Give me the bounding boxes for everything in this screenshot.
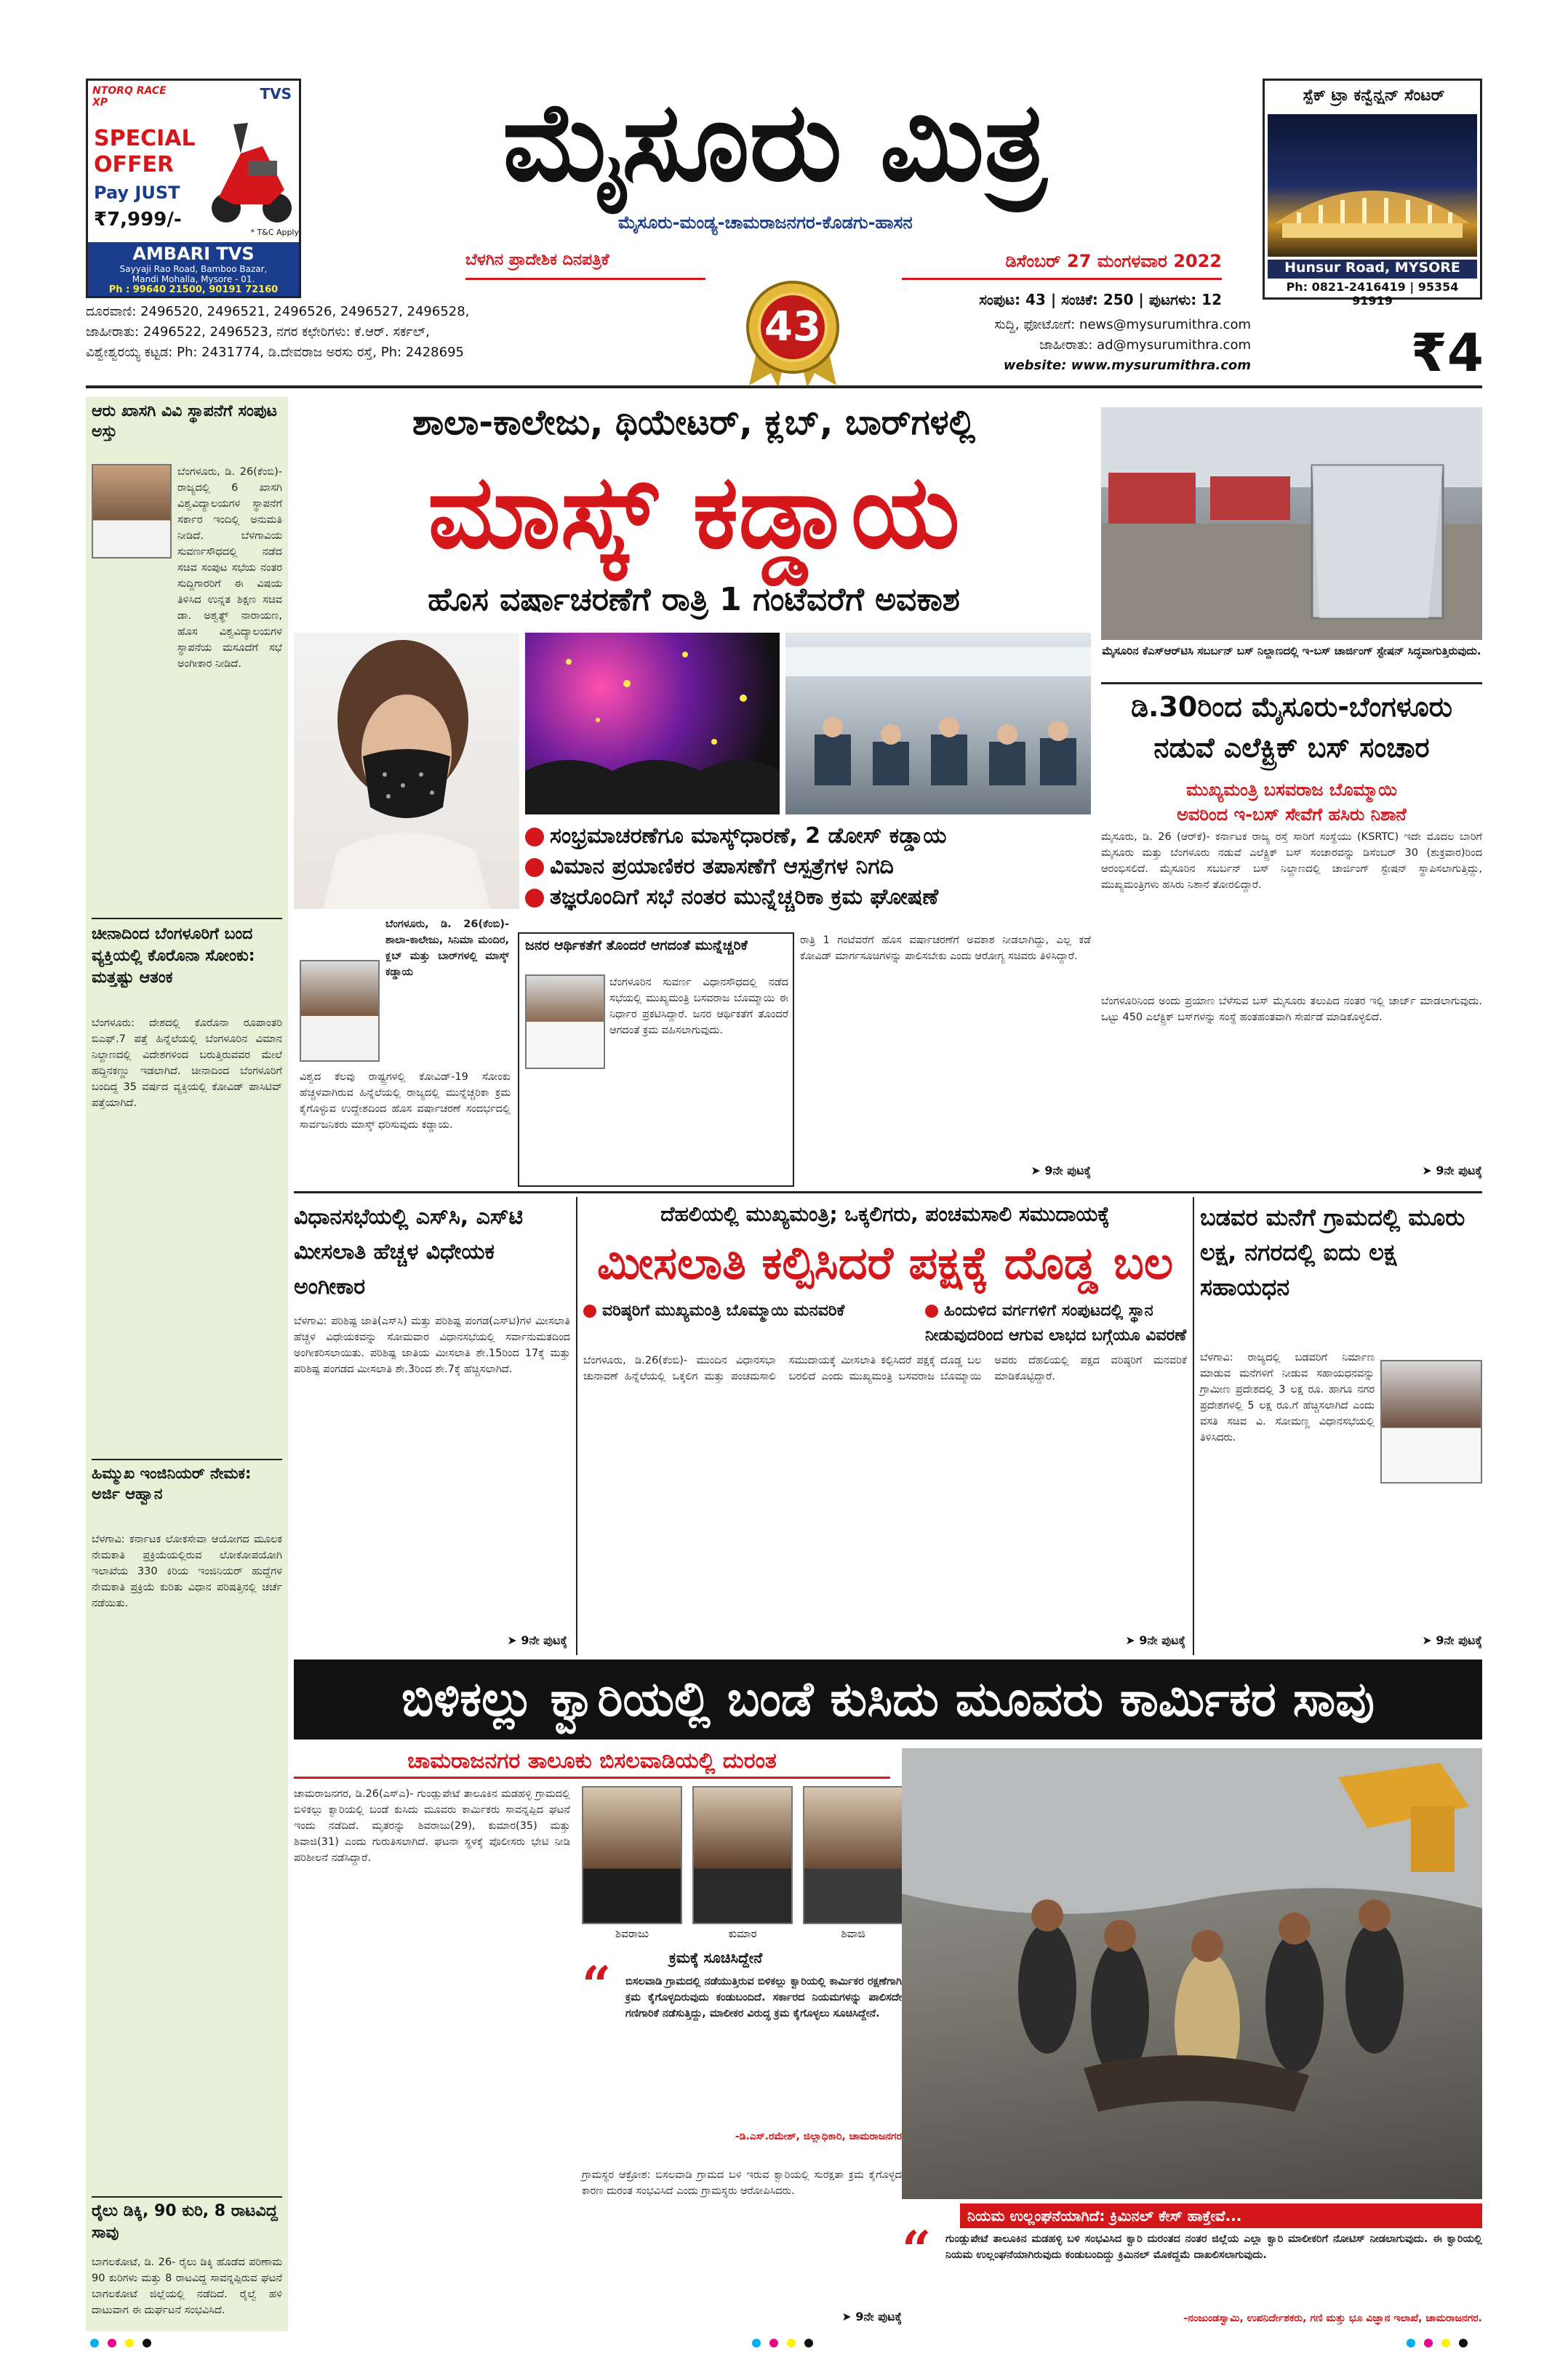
anniversary-badge <box>735 265 851 389</box>
phones-line-2: ಜಾಹೀರಾತು: 2496522, 2496523, ನಗರ ಕಛೇರಿಗಳು: ಕೆ.ಆರ್. ಸರ್ಕಲ್, <box>86 324 430 340</box>
lead-bullet-1-text: ಸಂಭ್ರಮಾಚರಣೆಗೂ ಮಾಸ್ಕ್‌ಧಾರಣೆ, 2 ಡೋಸ್ ಕಡ್ಡಾಯ <box>550 823 947 849</box>
masthead-tagline: ಬೆಳಗಿನ ಪ್ರಾದೇಶಿಕ ದಿನಪತ್ರಿಕೆ <box>465 251 609 269</box>
housing-continued[interactable]: ➤ 9ನೇ ಪುಟಕ್ಕೆ <box>1422 1633 1482 1647</box>
bullet-dot <box>925 1305 938 1318</box>
story3-body: ಬೆಳಗಾವಿ: ಕರ್ನಾಟಕ ಲೋಕಸೇವಾ ಆಯೋಗದ ಮೂಲಕ ನೇಮಕಾತಿ ಪ್ರಕ್ರಿಯೆಯಲ್ಲಿರುವ ಲೋಕೋಪಯೋಗಿ ಇಲಾಖೆಯ 330 ಕಿರಿಯ ಇಂಜಿನಿಯರ್ ಹುದ್ದೆಗಳ ನೇಮಕಾತಿ ಪ್ರಕ್ರಿಯೆ ಕುರಿತು ವಿಧಾನ ಪರಿಷತ್ತಿನಲ್ಲಿ ಚರ್ಚೆ ನಡೆಯಿತು. <box>92 1534 282 1609</box>
ad-offer-1: SPECIAL <box>94 126 196 151</box>
victim-photo-1 <box>582 1786 682 1924</box>
ad-model-label: NTORQ RACE XP <box>92 85 167 108</box>
quarry-headline-bar <box>294 1660 1482 1740</box>
ad-offer-2: OFFER <box>94 152 175 177</box>
quarry-continued[interactable]: ➤ 9ನೇ ಪುಟಕ್ಕೆ <box>841 2310 902 2323</box>
lead-bullet-3 <box>525 883 1100 912</box>
left-rule-3 <box>92 2196 282 2198</box>
housing-headline: ಬಡವರ ಮನೆಗೆ ಗ್ರಾಮದಲ್ಲಿ ಮೂರು ಲಕ್ಷ, ನಗರದಲ್ಲಿ ಐದು ಲಕ್ಷ ಸಹಾಯಧನ <box>1200 1204 1465 1301</box>
lead-continued[interactable]: ➤ 9ನೇ ಪುಟಕ್ಕೆ <box>1031 1164 1091 1177</box>
convention-center-image <box>1268 114 1477 257</box>
quarry-subhead: ಚಾಮರಾಜನಗರ ತಾಲೂಕು ಬಿಸಲವಾಡಿಯಲ್ಲಿ ದುರಂತ <box>294 1744 890 1779</box>
rule-violation-body: ಗುಂಡ್ಲುಪೇಟೆ ತಾಲೂಕಿನ ಮಡಹಳ್ಳಿ ಬಳಿ ಸಂಭವಿಸಿದ ಕ್ವಾರಿ ದುರಂತದ ನಂತರ ಜಿಲ್ಲೆಯ ಎಲ್ಲಾ ಕ್ವಾರಿ ಮಾಲೀಕರಿಗೆ ನೋಟಿಸ್ ನೀಡಲಾಗುವುದು. ಈ ಕ್ವಾರಿಯಲ್ಲಿ ನಿಯಮ ಉಲ್ಲಂಘನೆಯಾಗಿರುವುದು ಕಂಡುಬಂದಿದ್ದು ಕ್ರಿಮಿನಲ್ ಮೊಕದ್ದಮೆ ದಾಖಲಿಸಲಾಗುವುದು. <box>945 2233 1482 2261</box>
victim-caption-2: ಕುಮಾರ <box>728 1927 757 1940</box>
story1-body: ಬೆಂಗಳೂರು, ಡಿ. 26(ಕೆಂಬಿ)- ರಾಜ್ಯದಲ್ಲಿ 6 ಖಾಸಗಿ ವಿಶ್ವವಿದ್ಯಾಲಯಗಳ ಸ್ಥಾಪನೆಗೆ ಸರ್ಕಾರ ಇಂದಿಲ್ಲಿ ಅನುಮತಿ ನೀಡಿದೆ. ಬೆಳಗಾವಿಯ ಸುವರ್ಣಸೌಧದಲ್ಲಿ ನಡೆದ ಸಚಿವ ಸಂಪುಟ ಸಭೆಯ ನಂತರ ಸುದ್ದಿಗಾರರಿಗೆ ಈ ವಿಷಯ ತಿಳಿಸಿದ ಉನ್ನತ ಶಿಕ್ಷಣ ಸಚಿವ ಡಾ. ಅಶ್ವತ್ಥ್ ನಾರಾಯಣ, ಹೊಸ ವಿಶ್ವವಿದ್ಯಾಲಯಗಳ ಸ್ಥಾಪನೆಯ ಮಸೂದೆಗೆ ಸಭೆ ಅಂಗೀಕಾರ ನೀಡಿದೆ. <box>177 466 282 670</box>
quarry-headline: ಬಿಳಿಕಲ್ಲು ಕ್ವಾರಿಯಲ್ಲಿ ಬಂಡೆ ಕುಸಿದು ಮೂವರು ಕಾರ್ಮಿಕರ ಸಾವು <box>401 1671 1375 1727</box>
lead-body-1: ವಿಶ್ವದ ಕೆಲವು ರಾಷ್ಟ್ರಗಳಲ್ಲಿ ಕೋವಿಡ್-19 ಸೋಂಕು ಹೆಚ್ಚಳವಾಗಿರುವ ಹಿನ್ನೆಲೆಯಲ್ಲಿ ರಾಜ್ಯದಲ್ಲಿ ಮುನ್ನೆಚ್ಚರಿಕಾ ಕ್ರಮ ಕೈಗೊಳ್ಳುವ ಉದ್ದೇಶದಿಂದ ಹೊಸ ವರ್ಷಾಚರಣೆ ಸಂದರ್ಭದಲ್ಲಿ ಸಾರ್ವಜನಿಕರು ಮಾಸ್ಕ್ ಧರಿಸುವುದು ಕಡ್ಡಾಯ. <box>300 1071 511 1131</box>
panchamasali-kicker: ದೆಹಲಿಯಲ್ಲಿ ಮುಖ್ಯಮಂತ್ರಿ; ಒಕ್ಕಲಿಗರು, ಪಂಚಮಸಾಲಿ ಸಮುದಾಯಕ್ಕೆ <box>660 1202 1110 1226</box>
vrule-2 <box>1193 1197 1194 1655</box>
ebus-continued[interactable]: ➤ 9ನೇ ಪುಟಕ್ಕೆ <box>1422 1164 1482 1177</box>
phones-line-3: ವಿಶ್ವೇಶ್ವರಯ್ಯ ಕಟ್ಟಡ: Ph: 2431774, ಡಿ.ದೇವರಾಜ ಅರಸು ರಸ್ತೆ, Ph: 2428695 <box>86 345 464 360</box>
panchamasali-headline: ಮೀಸಲಾತಿ ಕಲ್ಪಿಸಿದರೆ ಪಕ್ಷಕ್ಕೆ ದೊಡ್ಡ ಬಲ <box>596 1236 1174 1289</box>
ebus-body: ಮೈಸೂರು, ಡಿ. 26 (ಆರ್‌ಕೆ)- ಕರ್ನಾಟಕ ರಾಜ್ಯ ರಸ್ತೆ ಸಾರಿಗೆ ಸಂಸ್ಥೆಯು (KSRTC) ಇದೇ ಮೊದಲ ಬಾರಿಗೆ ಮೈಸೂರು ಮತ್ತು ಬೆಂಗಳೂರು ನಡುವೆ ಎಲೆಕ್ಟ್ರಿಕ್ ಬಸ್ ಸಂಚಾರವನ್ನು ಡಿಸೆಂಬರ್ 30 (ಶುಕ್ರವಾರ)ರಿಂದ ಆರಂಭಿಸಲಿದೆ. ಮೈಸೂರಿನ ಸಬರ್ಬನ್ ಬಸ್ ನಿಲ್ದಾಣದಲ್ಲಿ ಚಾರ್ಜಿಂಗ್ ಸ್ಟೇಷನ್ ಸ್ಥಾಪಿಸಲಾಗುತ್ತಿದ್ದು, ಮುಖ್ಯಮಂತ್ರಿಗಳು ಹಸಿರು ನಿಶಾನೆ ತೋರಲಿದ್ದಾರೆ. <box>1101 831 1482 891</box>
ebus-body-2: ಬೆಂಗಳೂರಿನಿಂದ ಅಂದು ಪ್ರಯಾಣ ಬೆಳೆಸುವ ಬಸ್ ಮೈಸೂರು ತಲುಪಿದ ನಂತರ ಇಲ್ಲಿ ಚಾರ್ಜ್ ಮಾಡಲಾಗುವುದು. ಒಟ್ಟು 450 ಎಲೆಕ್ಟ್ರಿಕ್ ಬಸ್‌ಗಳನ್ನು ಸಂಸ್ಥೆ ಹಂತಹಂತವಾಗಿ ಸೇರ್ಪಡೆ ಮಾಡಿಕೊಳ್ಳಲಿದೆ. <box>1101 996 1482 1023</box>
masthead-title: ಮೈಸೂರು ಮಿತ್ರ <box>502 78 1047 206</box>
reservation-continued[interactable]: ➤ 9ನೇ ಪುಟಕ್ಕೆ <box>507 1633 567 1647</box>
lead-photo-woman-mask <box>294 633 519 909</box>
victim-caption-3: ಶಿವಾಜಿ <box>841 1927 865 1940</box>
registration-marks-left <box>87 2336 175 2350</box>
rule-violation-box <box>902 2203 1482 2331</box>
reservation-body: ಬೆಳಗಾವಿ: ಪರಿಶಿಷ್ಟ ಜಾತಿ(ಎಸ್‌ಸಿ) ಮತ್ತು ಪರಿಶಿಷ್ಟ ಪಂಗಡ(ಎಸ್‌ಟಿ)ಗಳ ಮೀಸಲಾತಿ ಹೆಚ್ಚಳ ವಿಧೇಯಕವನ್ನು ಸೋಮವಾರ ವಿಧಾನಸಭೆಯಲ್ಲಿ ಸರ್ವಾನುಮತದಿಂದ ಅಂಗೀಕರಿಸಲಾಯಿತು. ಪರಿಶಿಷ್ಟ ಜಾತಿಯ ಮೀಸಲಾತಿ ಶೇ.15ರಿಂದ 17ಕ್ಕೆ ಮತ್ತು ಪರಿಶಿಷ್ಟ ಪಂಗಡದ ಮೀಸಲಾತಿ ಶೇ.3ರಿಂದ ಶೇ.7ಕ್ಕೆ ಹೆಚ್ಚಿಸಲಾಗಿದೆ. <box>294 1316 570 1375</box>
ad-addr1: Sayyaji Rao Road, Bamboo Bazar, <box>119 264 268 274</box>
cm-photo <box>525 974 605 1069</box>
ad-brand-logo: TVS <box>260 85 292 103</box>
story3-headline: ಹಿಮ್ಮುಖ ಇಂಜಿನಿಯರ್ ನೇಮಕ: ಅರ್ಜಿ ಆಹ್ವಾನ <box>92 1465 252 1502</box>
volume-line: ಸಂಪುಟ: 43 | ಸಂಚಿಕೆ: 250 | ಪುಟಗಳು: 12 <box>979 291 1222 308</box>
ad-right-name: ಸ್ಪೆಕ್ ಟ್ರಾ ಕನ್ವೆನ್ಷನ್ ಸೆಂಟರ್ <box>1303 87 1445 105</box>
ad-left-tvs[interactable] <box>86 79 301 298</box>
left-rule-2 <box>92 1459 282 1460</box>
ad-right-spectra[interactable] <box>1263 79 1482 308</box>
quote-mark-icon: “ <box>582 1955 612 2015</box>
ad-pay: Pay JUST <box>94 183 180 203</box>
bullet-dot <box>525 828 544 846</box>
lead-body-3: ರಾತ್ರಿ 1 ಗಂಟೆವರೆಗೆ ಹೊಸ ವರ್ಷಾಚರಣೆಗೆ ಅವಕಾಶ ನೀಡಲಾಗಿದ್ದು, ಎಲ್ಲ ಕಡೆ ಕೋವಿಡ್ ಮಾರ್ಗಸೂಚಿಗಳನ್ನು ಪಾಲಿಸಬೇಕು ಎಂದು ಆರೋಗ್ಯ ಸಚಿವರು ತಿಳಿಸಿದ್ದಾರೆ. <box>800 934 1091 962</box>
vrule-1 <box>576 1197 577 1655</box>
rule-violation-sig: -ನಂಜುಂಡಸ್ವಾಮಿ, ಉಪನಿರ್ದೇಶಕರು, ಗಣಿ ಮತ್ತು ಭೂ ವಿಜ್ಞಾನ ಇಲಾಖೆ, ಚಾಮರಾಜನಗರ. <box>1183 2313 1482 2324</box>
victim-caption-1: ಶಿವರಾಜು <box>615 1927 649 1940</box>
victim-photo-3 <box>803 1786 903 1924</box>
quarry-body: ಚಾಮರಾಜನಗರ, ಡಿ.26(ಎಸ್‌ಎ)- ಗುಂಡ್ಲುಪೇಟೆ ತಾಲೂಕಿನ ಮಡಹಳ್ಳಿ ಗ್ರಾಮದಲ್ಲಿ ಬಿಳಿಕಲ್ಲು ಕ್ವಾರಿಯಲ್ಲಿ ಬಂಡೆ ಕುಸಿದು ಮೂವರು ಕಾರ್ಮಿಕರು ಸಾವನ್ನಪ್ಪಿದ ಘಟನೆ ಇಂದು ನಡೆದಿದೆ. ಮೃತರನ್ನು ಶಿವರಾಜು(29), ಕುಮಾರ(35) ಮತ್ತು ಶಿವಾಜಿ(31) ಎಂದು ಗುರುತಿಸಲಾಗಿದೆ. ಘಟನಾ ಸ್ಥಳಕ್ಕೆ ಪೊಲೀಸರು ಭೇಟಿ ನೀಡಿ ಪರಿಶೀಲನೆ ನಡೆಸಿದ್ದಾರೆ. <box>294 1788 570 1864</box>
ad-tc: * T&C Apply <box>250 228 299 237</box>
masthead-rule <box>86 385 1482 388</box>
quarry-body-2 <box>294 2022 570 2313</box>
tagline-rule <box>465 278 705 280</box>
quarry-quote-box <box>582 1949 902 2160</box>
minister-photo-2 <box>300 960 380 1062</box>
ad-amount: ₹7,999/- <box>94 209 182 231</box>
scooter-image <box>204 110 296 226</box>
lead-quote-box <box>518 932 794 1187</box>
lead-headline: ಮಾಸ್ಕ್ ಕಡ್ಡಾಯ <box>428 453 960 572</box>
masthead-date: ಡಿಸೆಂಬರ್ 27 ಮಂಗಳವಾರ 2022 <box>1005 251 1222 271</box>
ebus-photo-caption: ಮೈಸೂರಿನ ಕೆಎಸ್‌ಆರ್‌ಟಿಸಿ ಸಬರ್ಬನ್ ಬಸ್ ನಿಲ್ದಾಣದಲ್ಲಿ ಇ-ಬಸ್ ಚಾರ್ಜಿಂಗ್ ಸ್ಟೇಷನ್ ಸಿದ್ಧವಾಗುತ್ತಿರುವುದು. <box>1102 644 1481 657</box>
reservation-headline: ವಿಧಾನಸಭೆಯಲ್ಲಿ ಎಸ್‌ಸಿ, ಎಸ್‌ಟಿ ಮೀಸಲಾತಿ ಹೆಚ್ಚಳ ವಿಧೇಯಕ ಅಂಗೀಕಾರ <box>294 1204 524 1300</box>
panchamasali-bullet-2-text: ಹಿಂದುಳಿದ ವರ್ಗಗಳಿಗೆ ಸಂಪುಟದಲ್ಲಿ ಸ್ಥಾನ ನೀಡುವುದರಿಂದ ಆಗುವ ಲಾಭದ ಬಗ್ಗೆಯೂ ವಿವರಣೆ <box>925 1302 1187 1345</box>
ebus-subhead-2: ಅವರಿಂದ ಇ-ಬಸ್ ಸೇವೆಗೆ ಹಸಿರು ನಿಶಾನೆ <box>1177 804 1407 825</box>
housing-minister-photo <box>1380 1360 1482 1484</box>
lead-kicker: ಶಾಲಾ-ಕಾಲೇಜು, ಥಿಯೇಟರ್, ಕ್ಲಬ್, ಬಾರ್‌ಗಳಲ್ಲಿ <box>412 402 976 443</box>
rule-violation-title: ನಿಯಮ ಉಲ್ಲಂಘನೆಯಾಗಿದೆ: ಕ್ರಿಮಿನಲ್ ಕೇಸ್ ಹಾಕ್ತೇವೆ... <box>960 2203 1482 2228</box>
contact-email-news: ಸುದ್ದಿ, ಫೋಟೋಗೆ: news@mysurumithra.com <box>994 317 1251 332</box>
quote-mark-icon: “ <box>902 2219 932 2280</box>
lead-bullet-2 <box>525 852 1100 881</box>
lead-body-1b <box>300 1134 511 1185</box>
lead-dateline: ಬೆಂಗಳೂರು, ಡಿ. 26(ಕೆಂಬಿ)- ಶಾಲಾ-ಕಾಲೇಜು, ಸಿನಿಮಾ ಮಂದಿರ, ಕ್ಲಬ್ ಮತ್ತು ಬಾರ್‌ಗಳಲ್ಲಿ ಮಾಸ್ಕ್ ಕಡ್ಡಾಯ <box>385 918 509 978</box>
quarry-rescue-photo <box>902 1748 1482 2199</box>
lead-body-2: ಬೆಂಗಳೂರಿನ ಸುವರ್ಣ ವಿಧಾನಸೌಧದಲ್ಲಿ ನಡೆದ ಸಭೆಯಲ್ಲಿ ಮುಖ್ಯಮಂತ್ರಿ ಬಸವರಾಜ ಬೊಮ್ಮಾಯಿ ಈ ನಿರ್ಧಾರ ಪ್ರಕಟಿಸಿದ್ದಾರೆ. ಜನರ ಆರ್ಥಿಕತೆಗೆ ತೊಂದರೆ ಆಗದಂತೆ ಕ್ರಮ ವಹಿಸಲಾಗುವುದು. <box>609 977 788 1036</box>
housing-body: ಬೆಳಗಾವಿ: ರಾಜ್ಯದಲ್ಲಿ ಬಡವರಿಗೆ ನಿರ್ಮಾಣ ಮಾಡುವ ಮನೆಗಳಿಗೆ ನೀಡುವ ಸಹಾಯಧನವನ್ನು ಗ್ರಾಮೀಣ ಪ್ರದೇಶದಲ್ಲಿ 3 ಲಕ್ಷ ರೂ. ಹಾಗೂ ನಗರ ಪ್ರದೇಶಗಳಲ್ಲಿ 5 ಲಕ್ಷ ರೂ.ಗೆ ಹೆಚ್ಚಿಸಲಾಗಿದೆ ಎಂದು ವಸತಿ ಸಚಿವ ವಿ. ಸೋಮಣ್ಣ ವಿಧಾನಸಭೆಯಲ್ಲಿ ತಿಳಿಸಿದರು. <box>1200 1352 1375 1444</box>
quarry-quote-sig: -ಡಿ.ಎಸ್.ರಮೇಶ್, ಜಿಲ್ಲಾಧಿಕಾರಿ, ಚಾಮರಾಜನಗರ <box>735 2131 902 2142</box>
ad-right-address: Hunsur Road, MYSORE <box>1268 260 1477 279</box>
story2-body: ಬೆಂಗಳೂರು: ದೇಶದಲ್ಲಿ ಕೊರೊನಾ ರೂಪಾಂತರಿ ಬಿಎಫ್.7 ಪತ್ತೆ ಹಿನ್ನೆಲೆಯಲ್ಲಿ ಬೆಂಗಳೂರಿನ ವಿಮಾನ ನಿಲ್ದಾಣದಲ್ಲಿ ವಿದೇಶಗಳಿಂದ ಬರುತ್ತಿರುವವರ ಮೇಲೆ ಹದ್ದಿನಕಣ್ಣು ಇಡಲಾಗಿದೆ. ಚೀನಾದಿಂದ ಬೆಂಗಳೂರಿಗೆ ಬಂದಿದ್ದ 35 ವರ್ಷದ ವ್ಯಕ್ತಿಯಲ್ಲಿ ಕೋವಿಡ್ ಪಾಸಿಟಿವ್ ಪತ್ತೆಯಾಗಿದೆ. <box>92 1017 282 1109</box>
lead-photo-party <box>525 633 780 814</box>
ad-dealer: AMBARI TVS <box>132 244 255 264</box>
registration-marks-right <box>1404 2336 1484 2350</box>
quarry-quote-head: ಕ್ರಮಕ್ಕೆ ಸೂಚಿಸಿದ್ದೇನೆ <box>669 1949 763 1966</box>
registration-marks-center <box>749 2336 836 2350</box>
panchamasali-body: ಬೆಂಗಳೂರು, ಡಿ.26(ಕೆಂಬಿ)- ಮುಂದಿನ ವಿಧಾನಸಭಾ ಚುನಾವಣೆ ಹಿನ್ನೆಲೆಯಲ್ಲಿ ಒಕ್ಕಲಿಗ ಮತ್ತು ಪಂಚಮಸಾಲಿ ಸಮುದಾಯಕ್ಕೆ ಮೀಸಲಾತಿ ಕಲ್ಪಿಸಿದರೆ ಪಕ್ಷಕ್ಕೆ ದೊಡ್ಡ ಬಲ ಬರಲಿದೆ ಎಂದು ಮುಖ್ಯಮಂತ್ರಿ ಬಸವರಾಜ ಬೊಮ್ಮಾಯಿ ಅವರು ದೆಹಲಿಯಲ್ಲಿ ಪಕ್ಷದ ವರಿಷ್ಠರಿಗೆ ಮನವರಿಕೆ ಮಾಡಿಕೊಟ್ಟಿದ್ದಾರೆ. <box>583 1355 1187 1382</box>
victim-photo-2 <box>692 1786 793 1924</box>
ad-phone: Ph : 99640 21500, 90191 72160 <box>108 284 279 295</box>
ebus-subhead-1: ಮುಖ್ಯಮಂತ್ರಿ ಬಸವರಾಜ ಬೊಮ್ಮಾಯಿ <box>1186 780 1397 800</box>
lead-photo-airport <box>785 633 1091 814</box>
quarry-quote-body: ಬಿಸಲವಾಡಿ ಗ್ರಾಮದಲ್ಲಿ ನಡೆಯುತ್ತಿರುವ ಬಿಳಿಕಲ್ಲು ಕ್ವಾರಿಯಲ್ಲಿ ಕಾರ್ಮಿಕರ ರಕ್ಷಣೆಗಾಗಿ ಕ್ರಮ ಕೈಗೊಳ್ಳದಿರುವುದು ಕಂಡುಬಂದಿದೆ. ಸರ್ಕಾರದ ನಿಯಮಗಳನ್ನು ಪಾಲಿಸದೇ ಗಣಿಗಾರಿಕೆ ನಡೆಸುತ್ತಿದ್ದು, ಮಾಲೀಕರ ವಿರುದ್ಧ ಕ್ರಮ ಕೈಗೊಳ್ಳಲು ಸೂಚಿಸಿದ್ದೇನೆ. <box>625 1976 902 2019</box>
story4-headline: ರೈಲು ಡಿಕ್ಕಿ, 90 ಕುರಿ, 8 ರಾಟವಿದ್ದ ಸಾವು <box>92 2202 278 2242</box>
anniversary-number: 43 <box>764 303 821 351</box>
bullet-dot <box>525 889 544 908</box>
lead-subhead: ಹೊಸ ವರ್ಷಾಚರಣೆಗೆ ರಾತ್ರಿ 1 ಗಂಟೆವರೆಗೆ ಅವಕಾಶ <box>428 581 960 618</box>
date-rule <box>902 278 1222 280</box>
section-rule-1 <box>294 1191 1482 1193</box>
price: ₹4 <box>1410 322 1484 383</box>
lead-bullet-2-text: ವಿಮಾನ ಪ್ರಯಾಣಿಕರ ತಪಾಸಣೆಗೆ ಆಸ್ಪತ್ರೆಗಳ ನಿಗದಿ <box>550 854 894 879</box>
phones-line-1: ದೂರವಾಣಿ: 2496520, 2496521, 2496526, 2496527, 2496528, <box>86 304 470 319</box>
ebus-rule <box>1101 682 1482 684</box>
bullet-dot <box>525 858 544 877</box>
story1-body-cont <box>92 572 282 906</box>
panchamasali-bullet-1-text: ವರಿಷ್ಠರಿಗೆ ಮುಖ್ಯಮಂತ್ರಿ ಬೊಮ್ಮಾಯಿ ಮನವರಿಕೆ <box>602 1302 845 1320</box>
left-rule-1 <box>92 918 282 919</box>
ad-dealer-bar <box>88 242 299 296</box>
lead-bullet-1 <box>525 822 1100 851</box>
quarry-body-3: ಗ್ರಾಮಸ್ಥರ ಆಕ್ರೋಶ: ಬಿಸಲವಾಡಿ ಗ್ರಾಮದ ಬಳಿ ಇರುವ ಕ್ವಾರಿಯಲ್ಲಿ ಸುರಕ್ಷತಾ ಕ್ರಮ ಕೈಗೊಳ್ಳದ ಕಾರಣ ದುರಂತ ಸಂಭವಿಸಿದೆ ಎಂದು ಗ್ರಾಮಸ್ಥರು ಆರೋಪಿಸಿದರು. <box>582 2169 902 2197</box>
story2-headline: ಚೀನಾದಿಂದ ಬೆಂಗಳೂರಿಗೆ ಬಂದ ವ್ಯಕ್ತಿಯಲ್ಲಿ ಕೊರೊನಾ ಸೋಂಕು: ಮತ್ತಷ್ಟು ಆತಂಕ <box>92 925 255 987</box>
panchamasali-continued[interactable]: ➤ 9ನೇ ಪುಟಕ್ಕೆ <box>1125 1633 1185 1647</box>
story1-headline: ಆರು ಖಾಸಗಿ ವಿವಿ ಸ್ಥಾಪನೆಗೆ ಸಂಪುಟ ಅಸ್ತು <box>92 402 278 441</box>
ebus-charging-photo <box>1101 407 1482 640</box>
panchamasali-bullet-2 <box>583 1299 1187 1350</box>
lead-bullet-3-text: ತಜ್ಞರೊಂದಿಗೆ ಸಭೆ ನಂತರ ಮುನ್ನೆಚ್ಚರಿಕಾ ಕ್ರಮ ಘೋಷಣೆ <box>550 884 939 910</box>
contact-email-ad: ಜಾಹೀರಾತು: ad@mysurumithra.com <box>1039 337 1251 353</box>
ad-right-phone: Ph: 0821-2416419 | 95354 91919 <box>1286 280 1459 308</box>
contact-website: website: www.mysurumithra.com <box>1003 358 1251 373</box>
left-column <box>86 397 288 2331</box>
story4-body: ಬಾಗಲಕೋಟೆ, ಡಿ. 26- ರೈಲು ಡಿಕ್ಕಿ ಹೊಡೆದ ಪರಿಣಾಮ 90 ಕುರಿಗಳು ಮತ್ತು 8 ರಾಟವಿದ್ದ ಸಾವನ್ನಪ್ಪಿರುವ ಘಟನೆ ಬಾಗಲಕೋಟೆ ಜಿಲ್ಲೆಯಲ್ಲಿ ನಡೆದಿದೆ. ರೈಲ್ವೆ ಹಳಿ ದಾಟುವಾಗ ಈ ದುರ್ಘಟನೆ ಸಂಭವಿಸಿದೆ. <box>92 2257 282 2316</box>
ad-addr2: Mandi Mohalla, Mysore - 01. <box>132 274 255 284</box>
masthead-subtitle: ಮೈಸೂರು-ಮಂಡ್ಯ-ಚಾಮರಾಜನಗರ-ಕೊಡಗು-ಹಾಸನ <box>618 212 913 233</box>
lead-quote-title: ಜನರ ಆರ್ಥಿಕತೆಗೆ ತೊಂದರೆ ಆಗದಂತೆ ಮುನ್ನೆಚ್ಚರಿಕೆ <box>525 937 748 953</box>
ebus-headline: ಡಿ.30ರಿಂದ ಮೈಸೂರು-ಬೆಂಗಳೂರು ನಡುವೆ ಎಲೆಕ್ಟ್ರಿಕ್ ಬಸ್ ಸಂಚಾರ <box>1131 691 1452 764</box>
